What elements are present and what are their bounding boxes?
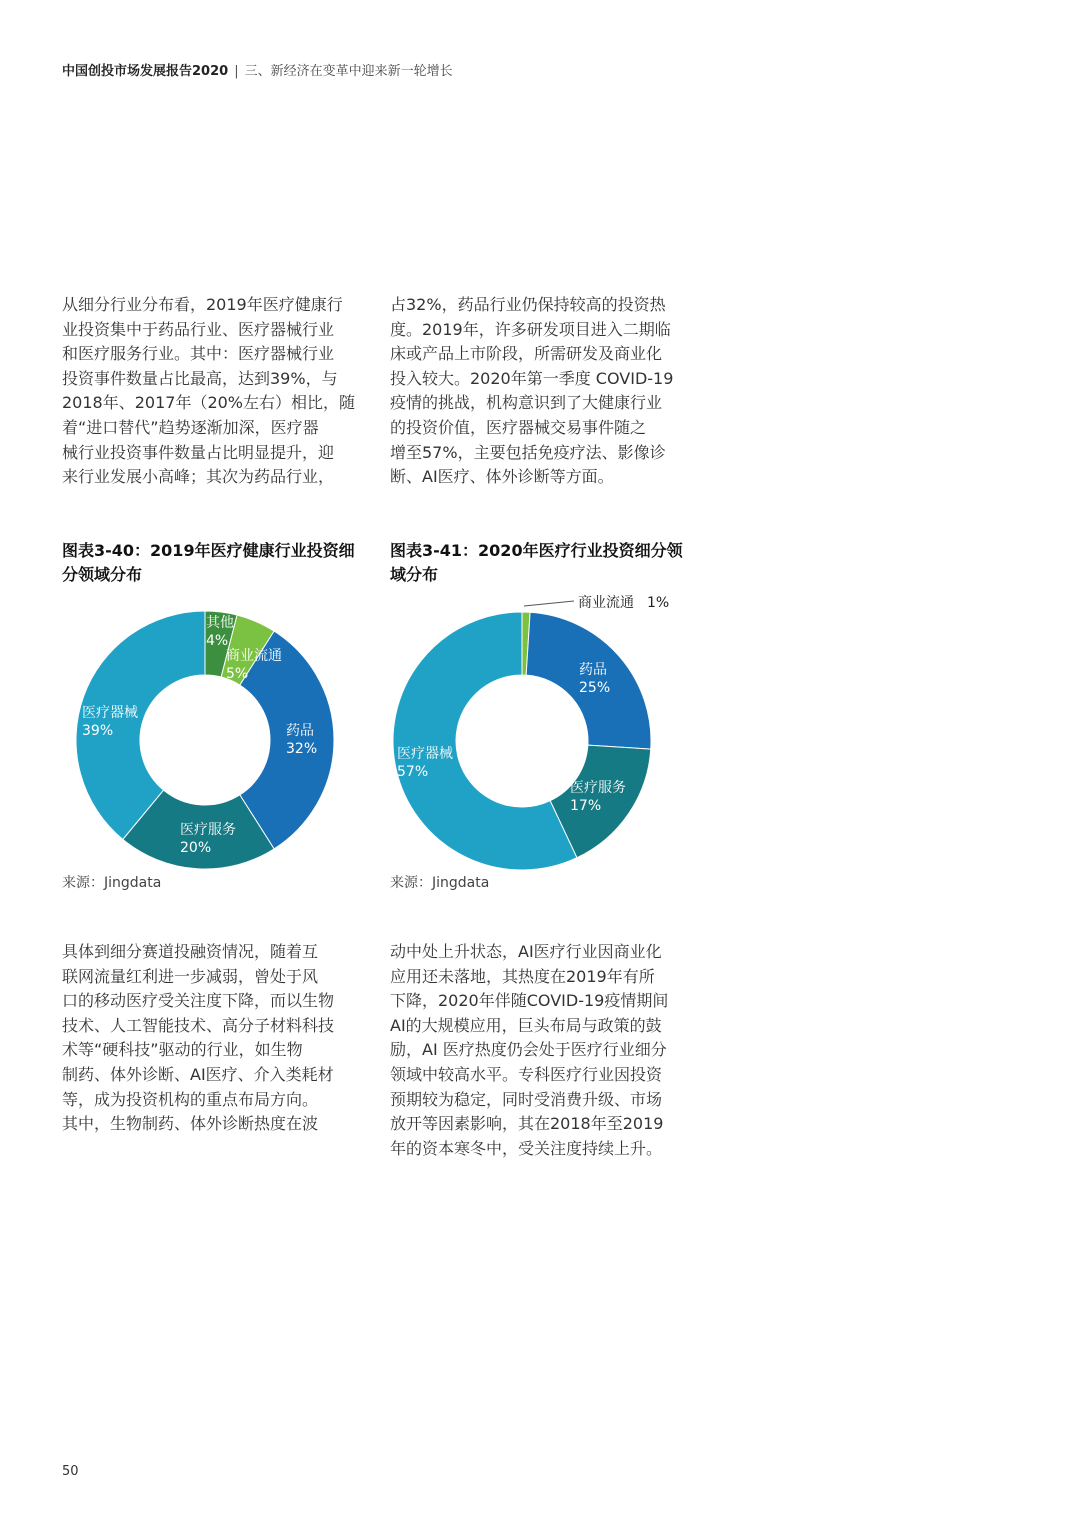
- leader-line: [524, 601, 574, 606]
- text-line: 从细分行业分布看，2019年医疗健康行: [62, 295, 343, 314]
- figure-title-line: 图表3-40：2019年医疗健康行业投资细: [62, 541, 355, 560]
- slice-value-label: 17%: [570, 798, 602, 814]
- report-title: 中国创投市场发展报告2020: [62, 64, 229, 79]
- figure-3-41-title: [390, 539, 700, 587]
- slice-label: 药品: [579, 662, 607, 678]
- text-line: 械行业投资事件数量占比明显提升，迎: [62, 442, 335, 462]
- text-line: 业投资集中于药品行业、医疗器械行业: [62, 319, 335, 339]
- slice-value-label: 25%: [579, 680, 611, 696]
- text-line: 术等“硬科技”驱动的行业，如生物: [62, 1040, 303, 1060]
- slice-label: 其他: [206, 615, 234, 631]
- slice-value-label: 32%: [286, 741, 318, 757]
- page-number: 50: [62, 1464, 79, 1479]
- text-line: 具体到细分赛道投融资情况，随着互: [62, 942, 319, 961]
- text-line: 动中处上升状态，AI医疗行业因商业化: [390, 942, 662, 961]
- figure-title-line: 图表3-41：2020年医疗行业投资细分领: [390, 541, 683, 560]
- donut-chart-2019: [62, 596, 362, 876]
- text-line: 投资事件数量占比最高，达到39%，与: [62, 368, 338, 388]
- text-line: 应用还未落地，其热度在2019年有所: [390, 966, 655, 986]
- text-line: 来行业发展小高峰；其次为药品行业，: [62, 467, 335, 487]
- text-line: 增至57%，主要包括免疫疗法、影像诊: [390, 442, 666, 462]
- top-text-right: [390, 293, 690, 490]
- figure-title-line: 域分布: [390, 565, 439, 584]
- text-line: 度。2019年，许多研发项目进入二期临: [390, 319, 671, 339]
- text-line: 等，成为投资机构的重点布局方向。: [62, 1089, 319, 1109]
- top-text-left: [62, 293, 362, 490]
- text-line: 下降，2020年伴随COVID-19疫情期间: [390, 991, 669, 1011]
- text-line: 年的资本寒冬中，受关注度持续上升。: [390, 1138, 663, 1158]
- slice-label: 药品: [286, 723, 314, 739]
- slice-value-label: 5%: [226, 666, 249, 682]
- slice-value-label: 4%: [206, 633, 229, 649]
- slice-value-label: 39%: [82, 723, 114, 739]
- text-line: 口的移动医疗受关注度下降，而以生物: [62, 991, 335, 1011]
- text-line: 断、AI医疗、体外诊断等方面。: [390, 467, 614, 487]
- figure-title-line: 分领域分布: [62, 565, 143, 584]
- slice-value-label: 57%: [397, 764, 429, 780]
- slice-label: 商业流通: [578, 595, 634, 611]
- slice-label: 医疗器械: [397, 746, 453, 762]
- slice-value-label: 20%: [180, 840, 212, 856]
- bottom-text-left: [62, 940, 362, 1137]
- text-line: 制药、体外诊断、AI医疗、介入类耗材: [62, 1064, 334, 1084]
- slice-label: 医疗服务: [570, 780, 626, 796]
- donut-chart-2020: [380, 586, 700, 876]
- slice-label: 商业流通: [226, 648, 282, 664]
- text-line: 放开等因素影响，其在2018年至2019: [390, 1114, 664, 1134]
- text-line: 预期较为稳定，同时受消费升级、市场: [390, 1089, 663, 1109]
- header-separator: |: [234, 64, 239, 79]
- text-line: 疫情的挑战，机构意识到了大健康行业: [390, 393, 663, 413]
- text-line: 床或产品上市阶段，所需研发及商业化: [390, 344, 663, 364]
- chapter-title: 三、新经济在变革中迎来新一轮增长: [244, 64, 453, 79]
- running-header: [62, 60, 453, 79]
- text-line: 投入较大。2020年第一季度 COVID-19: [390, 368, 674, 388]
- text-line: 其中，生物制药、体外诊断热度在波: [62, 1114, 319, 1134]
- text-line: 着“进口替代”趋势逐渐加深，医疗器: [62, 417, 319, 437]
- bottom-text-right: [390, 940, 690, 1161]
- text-line: 占32%，药品行业仍保持较高的投资热: [390, 295, 666, 314]
- text-line: 领域中较高水平。专科医疗行业因投资: [390, 1064, 663, 1084]
- figure-3-41-source: 来源：Jingdata: [390, 875, 490, 891]
- figure-3-40-source: 来源：Jingdata: [62, 875, 162, 891]
- slice-label: 医疗器械: [82, 705, 138, 721]
- figure-3-40-title: [62, 539, 372, 587]
- slice-value-label: 1%: [647, 595, 670, 611]
- text-line: 联网流量红利进一步减弱，曾处于风: [62, 966, 319, 986]
- slice-label: 医疗服务: [180, 822, 236, 838]
- text-line: 技术、人工智能技术、高分子材料科技: [62, 1015, 335, 1035]
- text-line: 和医疗服务行业。其中：医疗器械行业: [62, 344, 335, 364]
- text-line: 的投资价值，医疗器械交易事件随之: [390, 417, 647, 437]
- text-line: 2018年、2017年（20%左右）相比，随: [62, 393, 356, 413]
- text-line: 励，AI 医疗热度仍会处于医疗行业细分: [390, 1040, 667, 1060]
- text-line: AI的大规模应用，巨头布局与政策的鼓: [390, 1015, 662, 1035]
